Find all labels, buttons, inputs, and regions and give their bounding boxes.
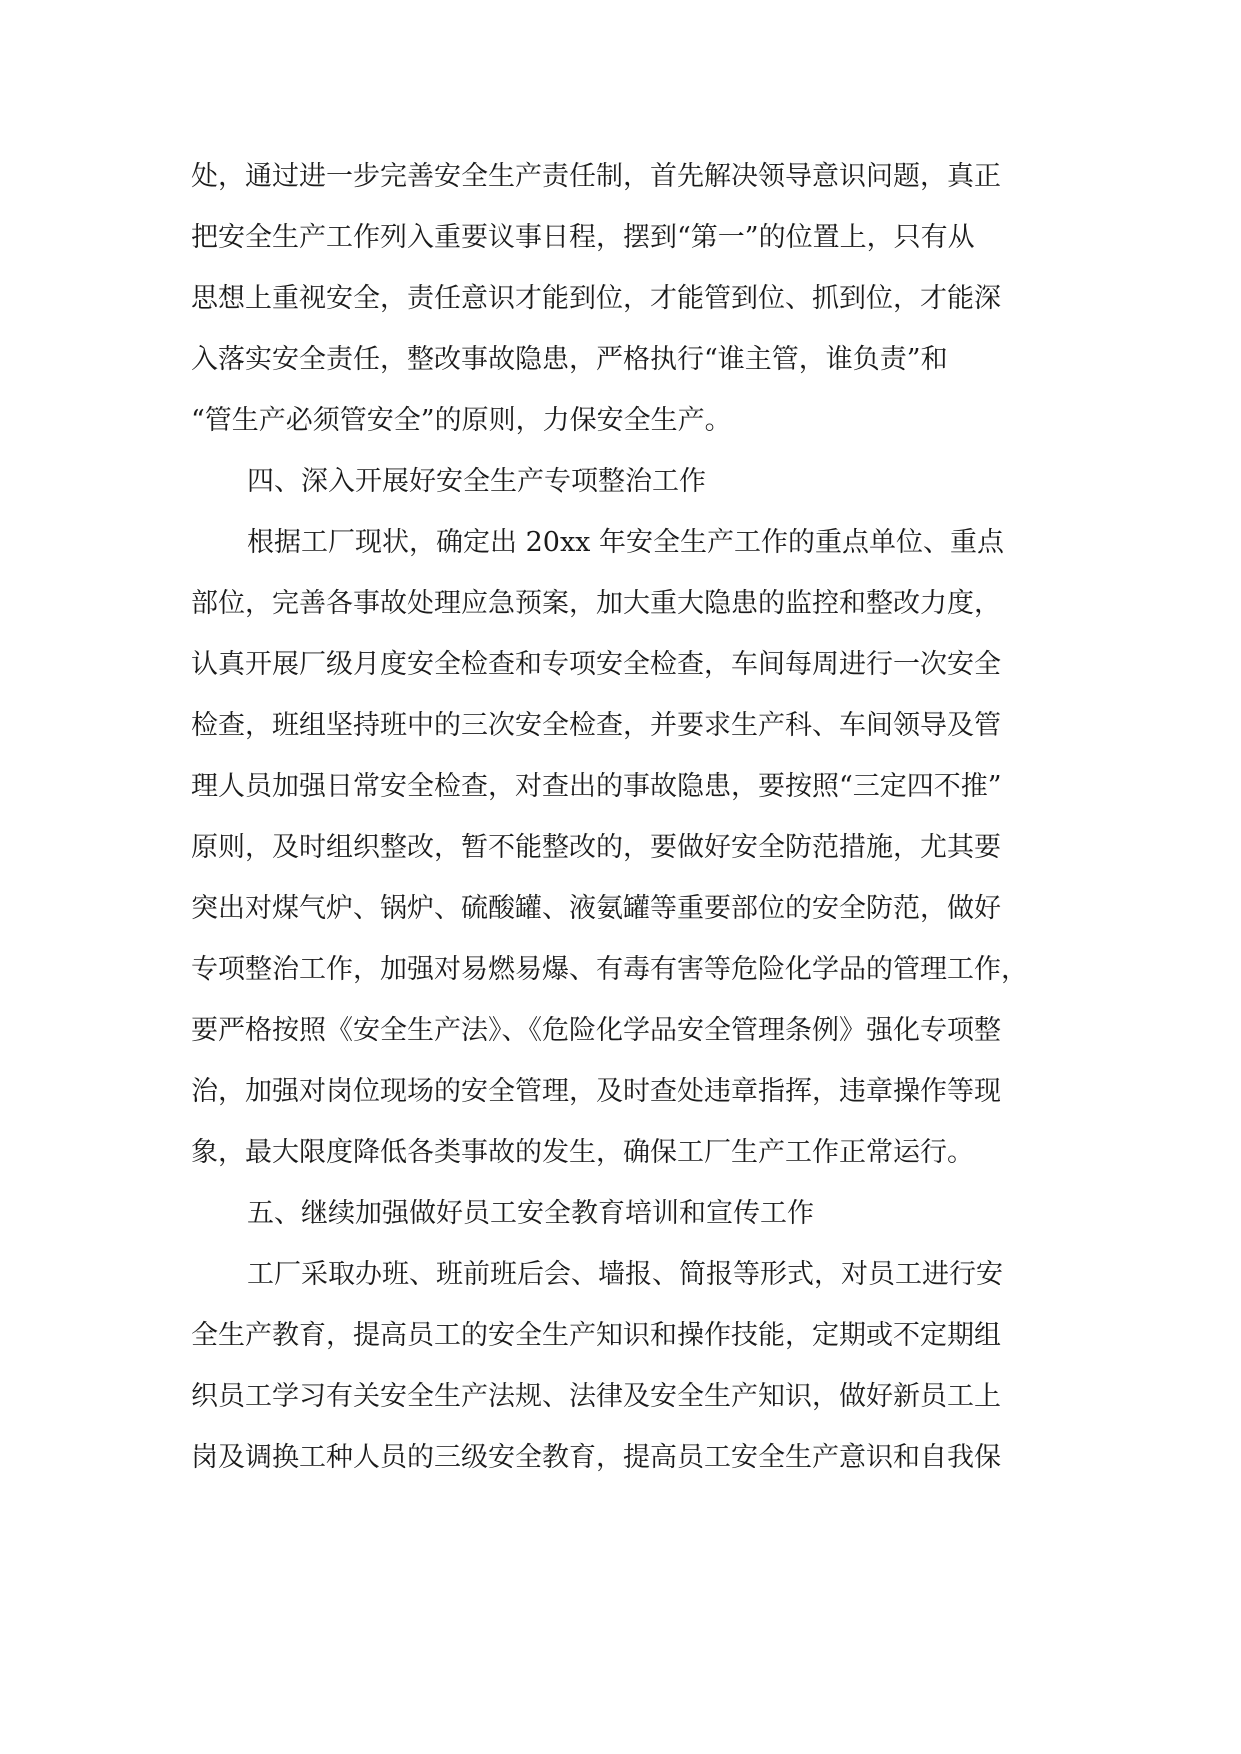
section-heading: 五、继续加强做好员工安全教育培训和宣传工作: [247, 1198, 814, 1229]
text-line: 理人员加强日常安全检查，对查出的事故隐患，要按照“三定四不推”: [191, 771, 1002, 802]
text-line: “管生产必须管安全”的原则，力保安全生产。: [191, 405, 732, 436]
text-line: 织员工学习有关安全生产法规、法律及安全生产知识，做好新员工上: [191, 1381, 1001, 1412]
text-line: 检查，班组坚持班中的三次安全检查，并要求生产科、车间领导及管: [191, 710, 1001, 741]
text-line: 处，通过进一步完善安全生产责任制，首先解决领导意识问题，真正: [191, 161, 1001, 192]
text-line: 根据工厂现状，确定出 20xx 年安全生产工作的重点单位、重点: [247, 527, 1004, 558]
text-line: 突出对煤气炉、锅炉、硫酸罐、液氨罐等重要部位的安全防范，做好: [191, 893, 1001, 924]
text-line: 专项整治工作，加强对易燃易爆、有毒有害等危险化学品的管理工作，: [191, 954, 1028, 985]
document-page: [191, 146, 1061, 1488]
text-line: 入落实安全责任，整改事故隐患，严格执行“谁主管，谁负责”和: [191, 344, 948, 375]
text-line: 认真开展厂级月度安全检查和专项安全检查，车间每周进行一次安全: [191, 649, 1001, 680]
text-line: 全生产教育，提高员工的安全生产知识和操作技能，定期或不定期组: [191, 1320, 1001, 1351]
section-heading: 四、深入开展好安全生产专项整治工作: [247, 466, 706, 497]
text-line: 思想上重视安全，责任意识才能到位，才能管到位、抓到位，才能深: [191, 283, 1001, 314]
text-line: 象，最大限度降低各类事故的发生，确保工厂生产工作正常运行。: [191, 1137, 974, 1168]
text-line: 岗及调换工种人员的三级安全教育，提高员工安全生产意识和自我保: [191, 1442, 1001, 1473]
text-line: 原则，及时组织整改，暂不能整改的，要做好安全防范措施，尤其要: [191, 832, 1001, 863]
text-line: 工厂采取办班、班前班后会、墙报、简报等形式，对员工进行安: [247, 1259, 1003, 1290]
text-line: 部位，完善各事故处理应急预案，加大重大隐患的监控和整改力度，: [191, 588, 1001, 619]
text-line: 把安全生产工作列入重要议事日程，摆到“第一”的位置上，只有从: [191, 222, 975, 253]
text-line: 要严格按照《安全生产法》、《危险化学品安全管理条例》强化专项整: [191, 1015, 1001, 1046]
text-line: 治，加强对岗位现场的安全管理，及时查处违章指挥，违章操作等现: [191, 1076, 1001, 1107]
